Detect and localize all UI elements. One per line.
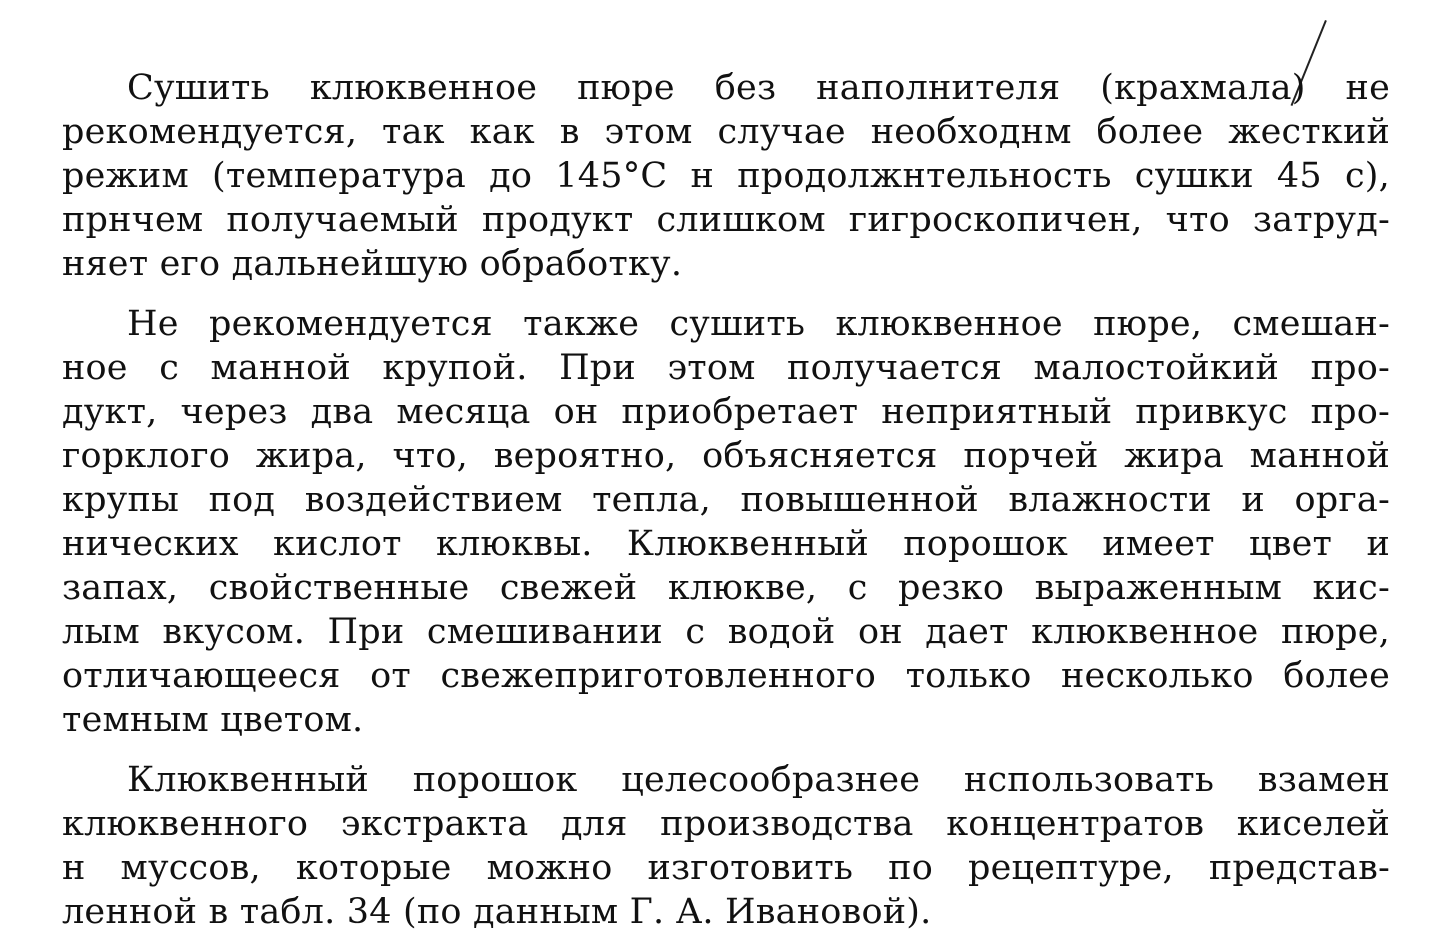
- text-line: отличающееся от свежеприготовленного только несколько более: [62, 656, 1390, 696]
- text-line: режим (температура до 145°С н продолжнтельность сушки 45 с),: [62, 156, 1390, 196]
- text-line: ное с манной крупой. При этом получается малостойкий про-: [62, 348, 1390, 388]
- text-line: лым вкусом. При смешивании с водой он дает клюквенное пюре,: [62, 612, 1390, 652]
- text-line: н муссов, которые можно изготовить по рецептуре, представ-: [62, 848, 1390, 888]
- text-line: Сушить клюквенное пюре без наполнителя (крахмала) не: [127, 68, 1390, 108]
- paragraph-2: [62, 302, 1390, 742]
- text-line: нических кислот клюквы. Клюквенный порошок имеет цвет и: [62, 524, 1390, 564]
- document-page: [62, 66, 1390, 950]
- text-line: няет его дальнейшую обработку.: [62, 244, 683, 284]
- paragraph-1: [62, 66, 1390, 286]
- text-line: Не рекомендуется также сушить клюквенное пюре, смешан-: [127, 304, 1390, 344]
- text-line: запах, свойственные свежей клюкве, с резко выраженным кис-: [62, 568, 1390, 608]
- text-line: темным цветом.: [62, 700, 364, 740]
- paragraph-3: [62, 758, 1390, 934]
- text-line: крупы под воздействием тепла, повышенной влажности и орга-: [62, 480, 1390, 520]
- text-line: горклого жира, что, вероятно, объясняется порчей жира манной: [62, 436, 1390, 476]
- text-line: дукт, через два месяца он приобретает неприятный привкус про-: [62, 392, 1390, 432]
- text-line: рекомендуется, так как в этом случае необходнм более жесткий: [62, 112, 1390, 152]
- text-line: прнчем получаемый продукт слишком гигроскопичен, что затруд-: [62, 200, 1390, 240]
- text-line: Клюквенный порошок целесообразнее нспользовать взамен: [127, 760, 1390, 800]
- text-line: клюквенного экстракта для производства концентратов киселей: [62, 804, 1390, 844]
- text-line: ленной в табл. 34 (по данным Г. А. Ивановой).: [62, 892, 932, 932]
